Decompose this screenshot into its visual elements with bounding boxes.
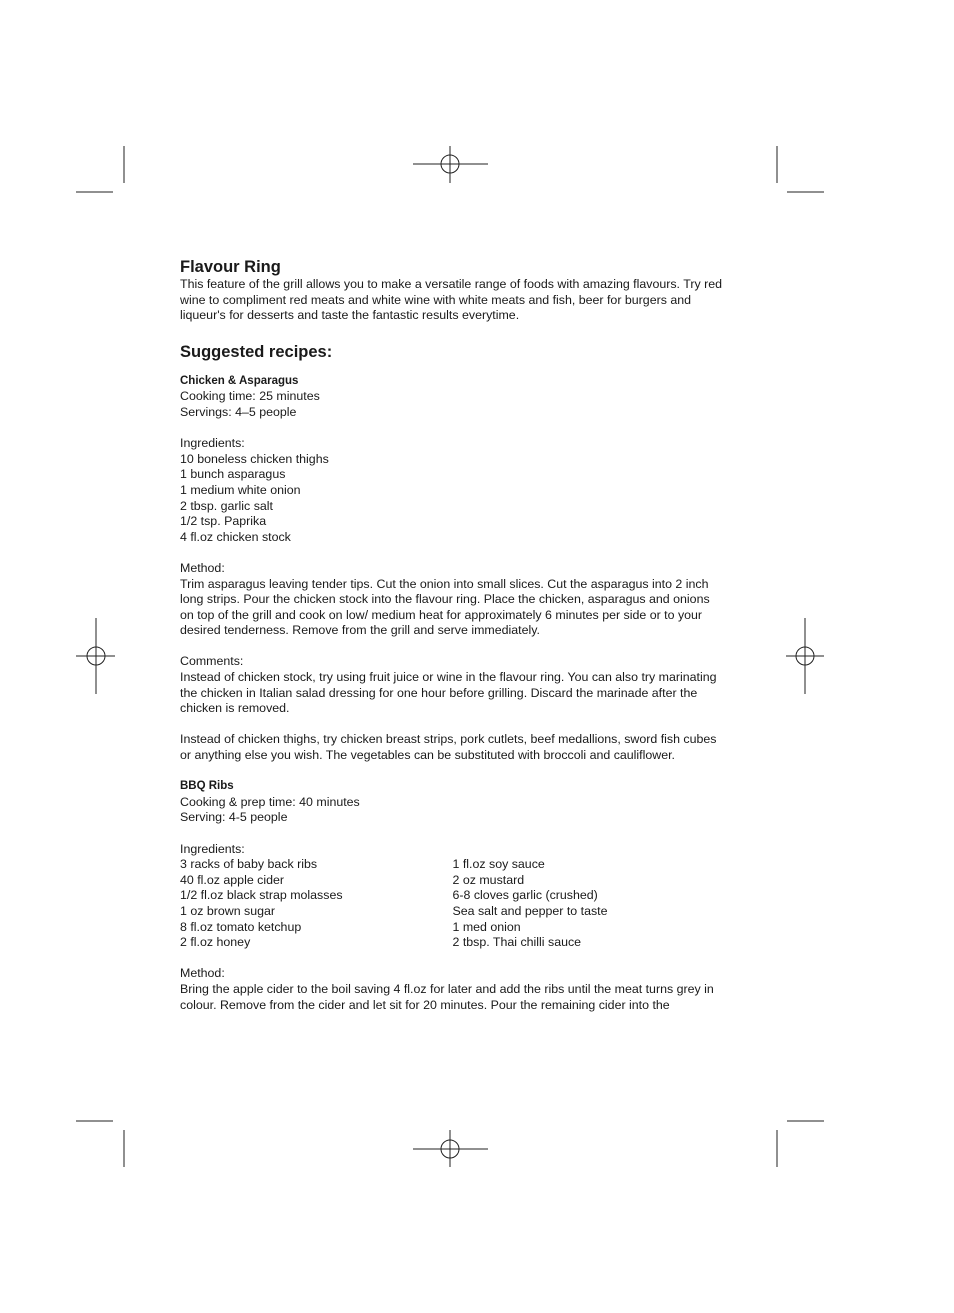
list-item: 40 fl.oz apple cider [180,872,285,887]
list-item: 6-8 cloves garlic (crushed) [452,888,598,903]
page-content [180,257,725,1013]
recipe1-comments-1: Instead of chicken stock, try using fruit juice or wine in the flavour ring. You can also try marinating the chicken in Italian salad dressing for one hour before grilling. Discard the marinade after the chicken is removed. [180,670,717,716]
recipe1-ingredients-list [180,452,725,546]
list-item: 1 fl.oz soy sauce [452,857,545,872]
recipe2-method-label: Method: [180,966,225,981]
list-item: 1 med onion [452,919,521,934]
recipe1-servings: Servings: 4–5 people [180,404,297,419]
list-item: 1 oz brown sugar [180,903,276,918]
recipe2-ingredients-left [180,857,453,951]
list-item: 8 fl.oz tomato ketchup [180,919,302,934]
list-item: 2 oz mustard [452,872,525,887]
list-item: 1 medium white onion [180,482,301,497]
recipe-title-bbq-ribs: BBQ Ribs [180,780,234,793]
suggested-recipes-heading: Suggested recipes: [180,342,333,361]
recipe2-ingredients-columns [180,857,725,951]
list-item: 2 tbsp. Thai chilli sauce [452,935,582,950]
recipe2-ingredients-right [453,857,726,951]
recipe2-ingredients-label: Ingredients: [180,841,245,856]
recipe2-servings: Serving: 4-5 people [180,810,288,825]
list-item: 2 fl.oz honey [180,935,251,950]
recipe1-ingredients-label: Ingredients: [180,436,245,451]
recipe1-method-label: Method: [180,560,225,575]
recipe1-method: Trim asparagus leaving tender tips. Cut the onion into small slices. Cut the asparagus into 2 inch long strips. Pour the chicken stock into the flavour ring. Place the chicken, asparagus and onions on top of the grill and cook on low/ medium heat for approximately 6 minutes per side or to your desired tenderness. Remove from the grill and serve immediately. [180,576,710,638]
list-item: 4 fl.oz chicken stock [180,529,291,544]
list-item: 1/2 fl.oz black strap molasses [180,888,343,903]
list-item: Sea salt and pepper to taste [452,903,608,918]
recipe1-comments-2: Instead of chicken thighs, try chicken breast strips, pork cutlets, beef medallions, sword fish cubes or anything else you wish. The vegetables can be substituted with broccoli and cauliflower. [180,732,717,763]
recipe2-cooking-time: Cooking & prep time: 40 minutes [180,794,360,809]
list-item: 1/2 tsp. Paprika [180,514,267,529]
list-item: 2 tbsp. garlic salt [180,498,273,513]
recipe1-comments-label: Comments: [180,654,244,669]
recipe2-method: Bring the apple cider to the boil saving 4 fl.oz for later and add the ribs until the meat turns grey in colour. Remove from the cider and let sit for 20 minutes. Pour the remaining cider into the [180,981,714,1012]
flavour-ring-heading: Flavour Ring [180,258,281,276]
list-item: 10 boneless chicken thighs [180,451,329,466]
list-item: 1 bunch asparagus [180,467,286,482]
flavour-ring-description: This feature of the grill allows you to make a versatile range of foods with amazing flavours. Try red wine to compliment red meats and white wine with white meats and fish, beer for burgers and liqueur's for desserts and taste the fantastic results everytime. [180,277,722,323]
recipe1-cooking-time: Cooking time: 25 minutes [180,389,320,404]
recipe-title-chicken-asparagus: Chicken & Asparagus [180,374,299,387]
list-item: 3 racks of baby back ribs [180,857,318,872]
